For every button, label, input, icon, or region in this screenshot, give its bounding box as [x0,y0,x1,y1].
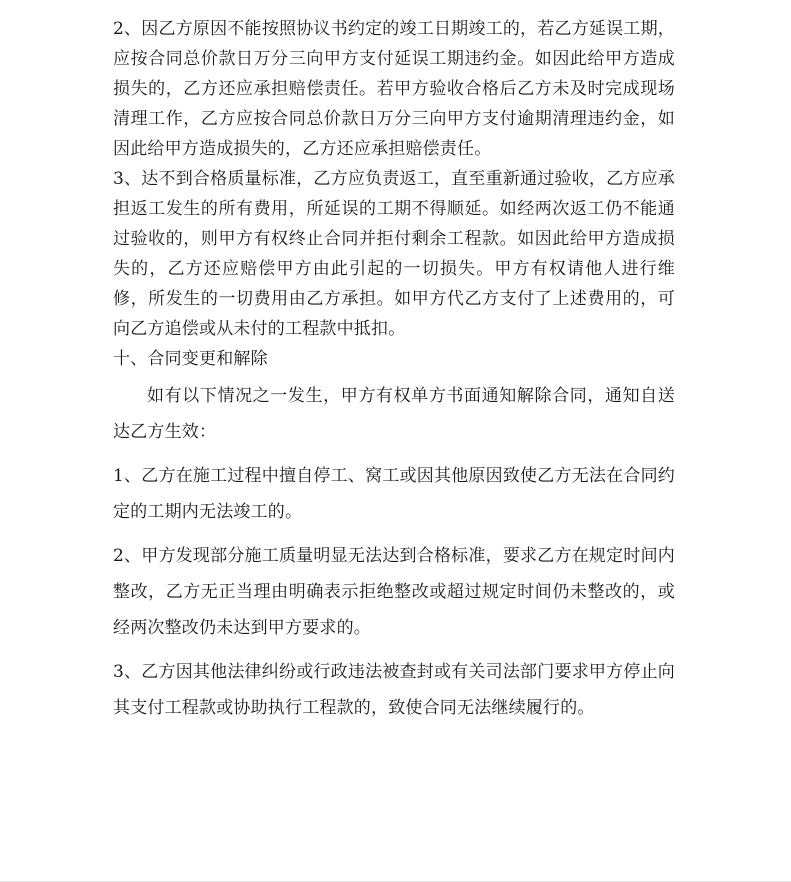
document-body [113,14,675,726]
paragraph-quality-rework: 3、达不到合格质量标准，乙方应负责返工，直至重新通过验收，乙方应承担返工发生的所有费用，所延误的工期不得顺延。如经两次返工仍不能通过验收的，则甲方有权终止合同并拒付剩余工程款。如因此给甲方造成损失的，乙方还应赔偿甲方由此引起的一切损失。甲方有权请他人进行维修，所发生的一切费用由乙方承担。如甲方代乙方支付了上述费用的，可向乙方追偿或从未付的工程款中抵扣。 [113,169,675,339]
paragraph-termination-intro: 如有以下情况之一发生，甲方有权单方书面通知解除合同，通知自送达乙方生效： [113,386,675,442]
paragraph-termination-case-3: 3、乙方因其他法律纠纷或行政违法被查封或有关司法部门要求甲方停止向其支付工程款或协助执行工程款的，致使合同无法继续履行的。 [113,662,675,718]
paragraph-termination-case-2: 2、甲方发现部分施工质量明显无法达到合格标准，要求乙方在规定时间内整改，乙方无正当理由明确表示拒绝整改或超过规定时间仍未整改的，或经两次整改仍未达到甲方要求的。 [113,546,675,638]
section-heading-contract-change: 十、合同变更和解除 [113,349,268,369]
paragraph-termination-case-1: 1、乙方在施工过程中擅自停工、窝工或因其他原因致使乙方无法在合同约定的工期内无法竣工的。 [113,466,675,522]
paragraph-late-completion-penalty: 2、因乙方原因不能按照协议书约定的竣工日期竣工的，若乙方延误工期，应按合同总价款日万分三向甲方支付延误工期违约金。如因此给甲方造成损失的，乙方还应承担赔偿责任。若甲方验收合格后乙方未及时完成现场清理工作，乙方应按合同总价款日万分三向甲方支付逾期清理违约金，如因此给甲方造成损失的，乙方还应承担赔偿责任。 [113,19,675,159]
